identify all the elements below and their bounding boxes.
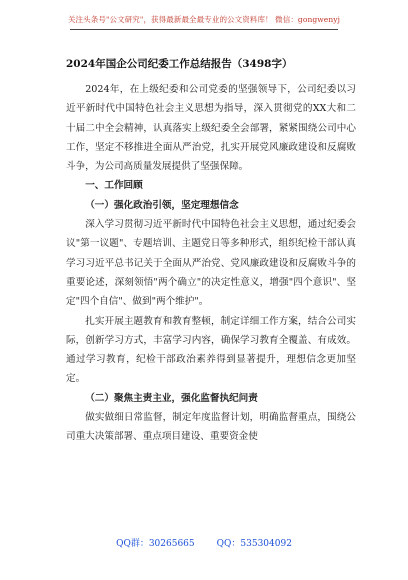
- paragraph-study-thought: 深入学习贯彻习近平新时代中国特色社会主义思想，通过纪委会议"第一议题"、专题培训、主题党日等多种形式，组织纪检干部认真学习习近平总书记关于全面从严治党、党风廉政建设和反腐败斗争的重要论述，深刻领悟"两个确立"的决定性意义，增强"四个意识"、坚定"四个自信"、做到"两个维护"。: [66, 219, 356, 308]
- qq-number[interactable]: QQ：535304092: [216, 539, 292, 549]
- document-body: [66, 80, 356, 447]
- section-heading-work-review: 一、工作回顾: [85, 180, 143, 192]
- header-divider: [70, 29, 338, 30]
- intro-paragraph: 2024年，在上级纪委和公司党委的坚强领导下，公司纪委以习近平新时代中国特色社会主义思想为指导，深入贯彻党的XX大和二十届二中全会精神，认真落实上级纪委全会部署，紧紧围绕公司中心工作，坚定不移推进全面从严治党，扎实开展党风廉政建设和反腐败斗争，为公司高质量发展提供了坚强保障。: [66, 84, 356, 173]
- paragraph-theme-education: 扎实开展主题教育和教育整顿，制定详细工作方案，结合公司实际，创新学习方式，丰富学习内容，确保学习教育全覆盖、有成效。通过学习教育，纪检干部政治素养得到显著提升，理想信念更加坚定。: [66, 315, 356, 385]
- header-banner: 关注头条号"公文研究"，获得最新最全最专业的公文资料库！ 微信：gongwenyj: [67, 15, 341, 24]
- qq-group-number[interactable]: QQ群：30265665: [116, 539, 195, 549]
- document-title: 2024年国企公司纪委工作总结报告（3498字）: [66, 58, 293, 70]
- subsection-heading-political-guidance: （一）强化政治引领，坚定理想信念: [85, 199, 239, 211]
- paragraph-daily-supervision: 做实做细日常监督，制定年度监督计划，明确监督重点，围绕公司重大决策部署、重点项目建设、重要资金使: [66, 412, 356, 443]
- subsection-heading-supervision: （二）聚焦主责主业，强化监督执纪问责: [85, 392, 258, 404]
- footer-contact: [0, 536, 408, 549]
